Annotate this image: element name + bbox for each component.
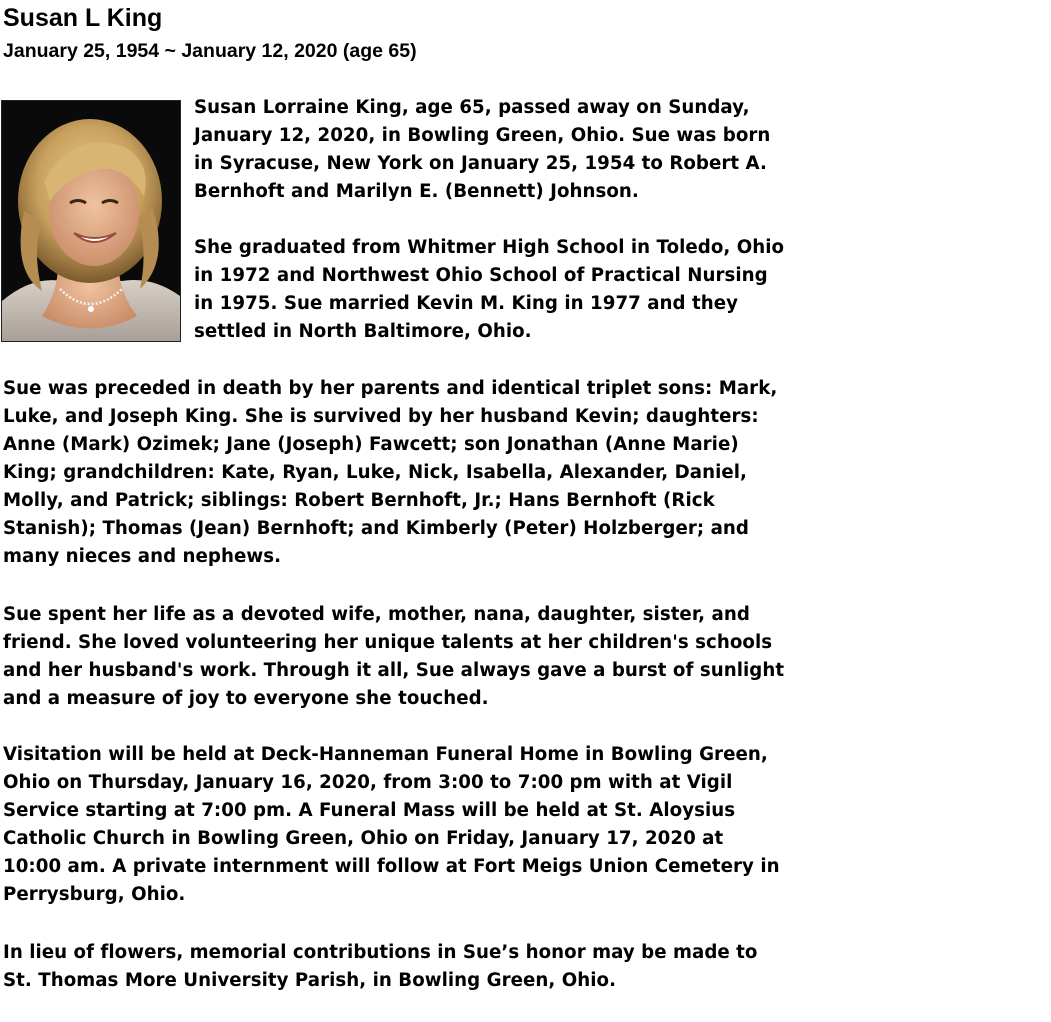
obituary-paragraph-family: Sue was preceded in death by her parents and identical triplet sons: Mark, Luke, and Joseph King. She is survived by her husband Kevin; daughters: Anne (Mark) Ozimek; Jane (Joseph) Fawcett; son Jonathan (Anne Marie) King; grandchildren: Kate, Ryan, Luke, Nick, Isabella, Alexander, Daniel, Molly, and Patrick; siblings: Robert Bernhoft, Jr.; Hans Bernhoft (Rick Stanish); Thomas (Jean) Bernhoft; and Kimberly (Peter) Holzberger; and many nieces and nephews. — [3, 378, 778, 567]
obituary-paragraph-education: She graduated from Whitmer High School in Toledo, Ohio in 1972 and Northwest Ohio School of Practical Nursing in 1975. Sue married Kevin M. King in 1977 and they settled in North Baltimore, Ohio. — [194, 237, 785, 342]
obituary-dates: January 25, 1954 ~ January 12, 2020 (age 65) — [3, 40, 417, 62]
obituary-paragraph-life: Sue spent her life as a devoted wife, mother, nana, daughter, sister, and friend. She loved volunteering her unique talents at her children's schools and her husband's work. Through it all, Sue always gave a burst of sunlight and a measure of joy to everyone she touched. — [3, 604, 785, 709]
obituary-name: Susan L King — [3, 4, 163, 32]
obituary-paragraph-services: Visitation will be held at Deck-Hanneman Funeral Home in Bowling Green, Ohio on Thursday, January 16, 2020, from 3:00 to 7:00 pm with at Vigil Service starting at 7:00 pm. A Funeral Mass will be held at St. Aloysius Catholic Church in Bowling Green, Ohio on Friday, January 17, 2020 at 10:00 am. A private internment will follow at Fort Meigs Union Cemetery in Perrysburg, Ohio. — [3, 744, 780, 905]
obituary-paragraph-intro: Susan Lorraine King, age 65, passed away on Sunday, January 12, 2020, in Bowling Green, Ohio. Sue was born in Syracuse, New York on January 25, 1954 to Robert A. Bernhoft and Marilyn E. (Bennett) Johnson. — [194, 97, 771, 202]
portrait-photo — [1, 100, 181, 342]
obituary-paragraph-memorial: In lieu of flowers, memorial contributions in Sue’s honor may be made to St. Thomas More University Parish, in Bowling Green, Ohio. — [3, 942, 758, 991]
